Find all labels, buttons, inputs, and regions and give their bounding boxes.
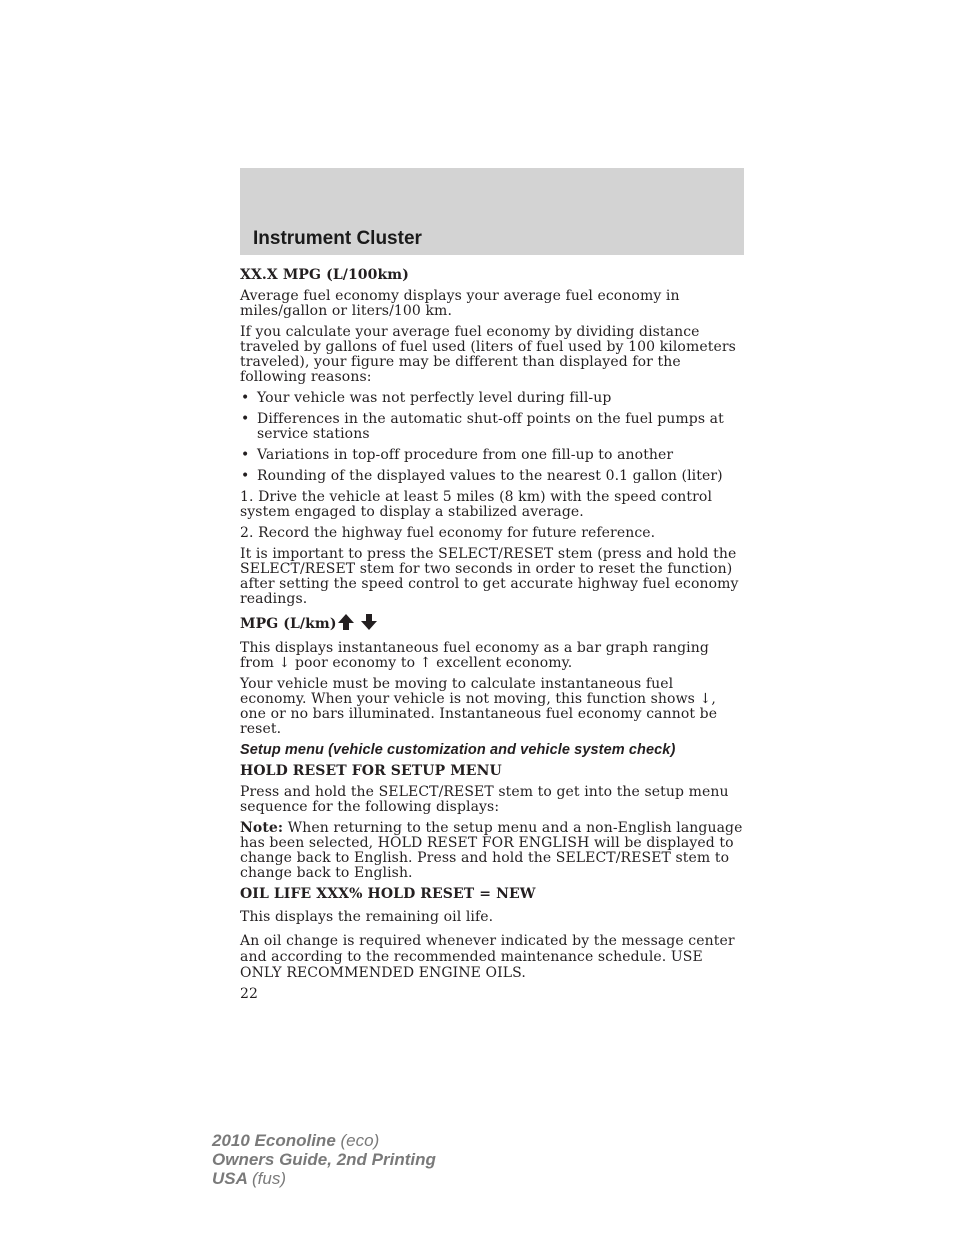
list-item: • Your vehicle was not perfectly level during fill-up (240, 391, 744, 406)
arrow-down-glyph: ↓ (699, 691, 712, 707)
footer-market-code: (fus) (252, 1169, 286, 1188)
arrow-up-icon (337, 613, 355, 635)
list-item: • Differences in the automatic shut-off points on the fuel pumps at service stations (240, 412, 744, 442)
oil-life-heading: OIL LIFE XXX% HOLD RESET = NEW (240, 886, 536, 902)
page-content (240, 268, 744, 1008)
footer-line-2: Owners Guide, 2nd Printing (212, 1150, 436, 1169)
list-item: • Variations in top-off procedure from one fill-up to another (240, 448, 744, 463)
arrow-down-glyph: ↓ (278, 655, 291, 671)
section-header-band (240, 168, 744, 255)
footer-line-1 (212, 1131, 436, 1150)
footer-market: USA (212, 1169, 248, 1188)
bar-graph-text: poor economy to (294, 655, 416, 671)
step-1: 1. Drive the vehicle at least 5 miles (8 km) with the speed control system engaged to display a stabilized average. (240, 489, 713, 520)
instant-fuel-economy-heading (240, 613, 744, 635)
moving-paragraph (240, 677, 744, 737)
setup-menu-title: Setup menu (vehicle customization and vehicle system check) (240, 742, 676, 758)
page-number: 22 (240, 986, 259, 1002)
step-2: 2. Record the highway fuel economy for future reference. (240, 525, 656, 541)
setup-menu-heading: HOLD RESET FOR SETUP MENU (240, 763, 502, 779)
list-item: • Rounding of the displayed values to the nearest 0.1 gallon (liter) (240, 469, 744, 484)
arrow-up-glyph: ↑ (419, 655, 432, 671)
instant-fuel-economy-heading-text: MPG (L/km) (240, 616, 337, 632)
bar-graph-paragraph (240, 641, 744, 671)
avg-fuel-economy-paragraph: Average fuel economy displays your average fuel economy in miles/gallon or liters/100 km. (240, 288, 680, 319)
bar-graph-text: This displays instantaneous fuel economy as a bar graph ranging from (240, 640, 709, 671)
reasons-list (240, 391, 744, 484)
calculation-paragraph: If you calculate your average fuel economy by dividing distance traveled by gallons of fuel used (liters of fuel used by 100 kilometers traveled), your figure may be different than displayed for the following reasons: (240, 324, 736, 385)
note-label: Note: (240, 820, 284, 836)
reset-paragraph: It is important to press the SELECT/RESET stem (press and hold the SELECT/RESET stem for two seconds in order to reset the function) after setting the speed control to get accurate highway fuel economy readings. (240, 546, 739, 607)
footer-line-3 (212, 1169, 436, 1188)
note-paragraph (240, 821, 744, 881)
setup-menu-paragraph: Press and hold the SELECT/RESET stem to get into the setup menu sequence for the following displays: (240, 784, 729, 815)
bar-graph-text: excellent economy. (436, 655, 573, 671)
moving-text: Your vehicle must be moving to calculate instantaneous fuel economy. When your vehicle is not moving, this function shows (240, 676, 695, 707)
footer-model: 2010 Econoline (212, 1131, 336, 1150)
footer-model-code: (eco) (340, 1131, 380, 1150)
moving-text: , one or no bars illuminated. Instantaneous fuel economy cannot be reset. (240, 691, 718, 737)
section-title: Instrument Cluster (253, 228, 422, 249)
arrow-down-icon (360, 613, 378, 635)
document-footer (212, 1131, 436, 1188)
oil-life-paragraph: This displays the remaining oil life. (240, 909, 494, 925)
note-text: When returning to the setup menu and a non-English language has been selected, HOLD RESET FOR ENGLISH will be displayed to change back to English. Press and hold the SELECT/RESET stem to change back to English. (240, 820, 743, 881)
oil-change-paragraph: An oil change is required whenever indicated by the message center and according to the recommended maintenance schedule. USE ONLY RECOMMENDED ENGINE OILS. (240, 933, 735, 981)
avg-fuel-economy-heading: XX.X MPG (L/100km) (240, 267, 409, 283)
